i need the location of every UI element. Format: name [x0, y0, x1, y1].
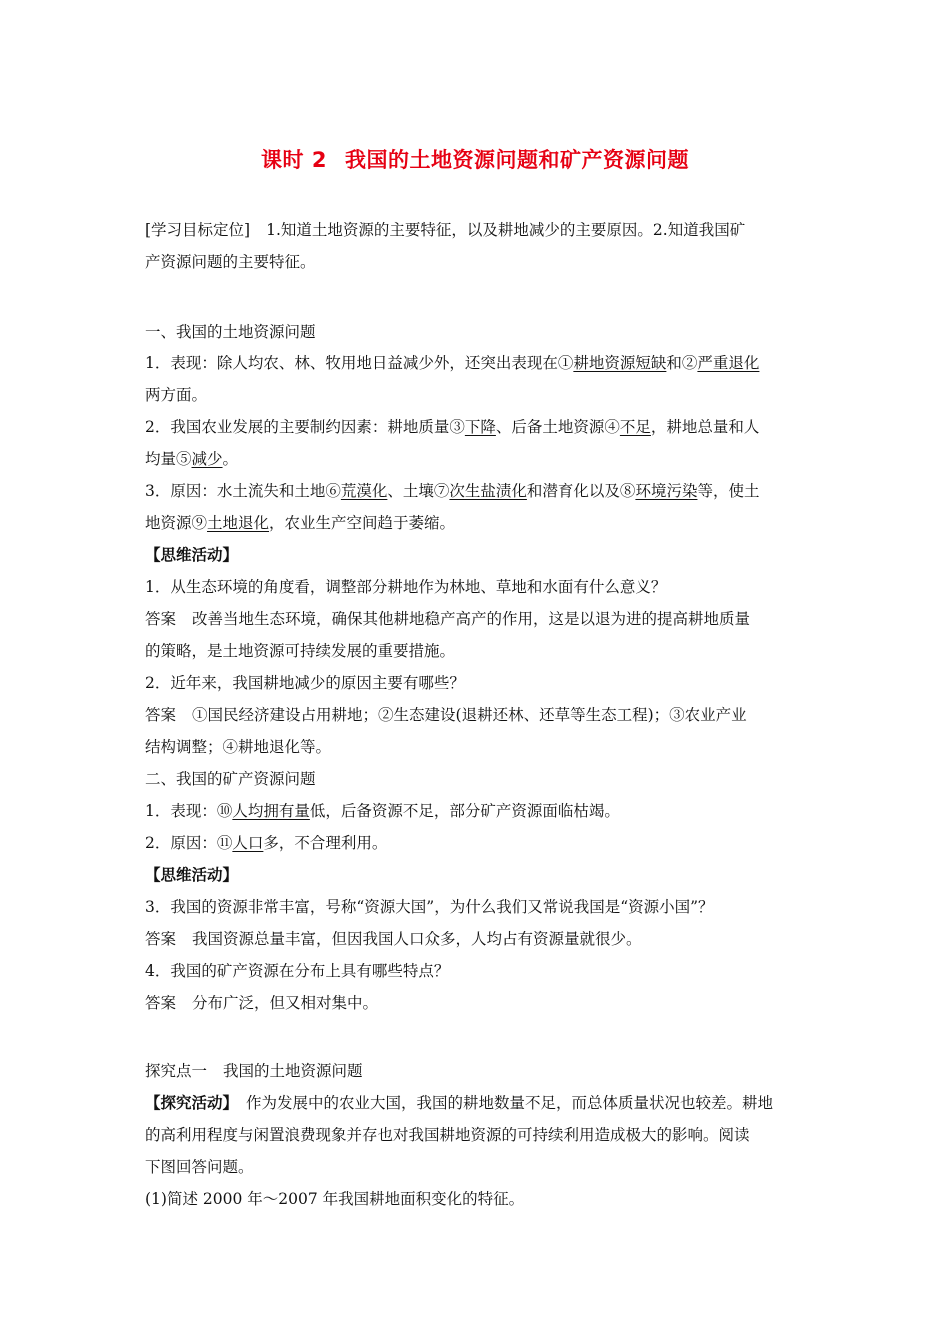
explore-question-1: (1)简述 2000 年～2007 年我国耕地面积变化的特征。	[145, 1190, 525, 1208]
answer-label: 答案	[145, 706, 177, 724]
answer-4: 答案 分布广泛，但又相对集中。	[145, 994, 379, 1012]
question-4: 4．我国的矿产资源在分布上具有哪些特点？	[145, 962, 450, 980]
think-activity-label: 【思维活动】	[145, 546, 239, 564]
answer-blank: 下降	[464, 418, 496, 436]
section1-item2-line2: 均量⑤减少。	[145, 450, 239, 468]
section1-item1-line2: 两方面。	[145, 386, 208, 404]
answer-2-line1: 答案 ①国民经济建设占用耕地；②生态建设(退耕还林、还草等生态工程)；③农业产业	[145, 706, 747, 724]
answer-blank: 次生盐渍化	[449, 482, 527, 500]
answer-blank: 严重退化	[697, 354, 760, 372]
section2-heading: 二、我国的矿产资源问题	[145, 770, 316, 788]
answer-label: 答案	[145, 994, 177, 1012]
section1-item3-line1: 3．原因：水土流失和土地⑥荒漠化、土壤⑦次生盐渍化和潜育化以及⑧环境污染等，使土	[145, 482, 760, 500]
section2-item1: 1．表现：⑩人均拥有量低，后备资源不足，部分矿产资源面临枯竭。	[145, 802, 620, 820]
answer-blank: 荒漠化	[340, 482, 388, 500]
answer-blank: 人口	[232, 834, 264, 852]
explore-heading: 探究点一 我国的土地资源问题	[145, 1062, 363, 1080]
answer-label: 答案	[145, 930, 177, 948]
answer-label: 答案	[145, 610, 177, 628]
explore-activity-line3: 下图回答问题。	[145, 1158, 254, 1176]
section1-item1-line1: 1．表现：除人均农、林、牧用地日益减少外，还突出表现在①耕地资源短缺和②严重退化	[145, 354, 760, 372]
objectives-line-1: [学习目标定位] 1.知道土地资源的主要特征，以及耕地减少的主要原因。2.知道我国矿	[145, 221, 746, 239]
question-2: 2．近年来，我国耕地减少的原因主要有哪些？	[145, 674, 465, 692]
section1-heading: 一、我国的土地资源问题	[145, 323, 316, 341]
explore-activity-label: 【探究活动】	[145, 1094, 239, 1112]
lesson-name: 我国的土地资源问题和矿产资源问题	[344, 148, 689, 172]
answer-2-line2: 结构调整；④耕地退化等。	[145, 738, 332, 756]
section1-item2-line1: 2．我国农业发展的主要制约因素：耕地质量③下降、后备土地资源④不足，耕地总量和人	[145, 418, 760, 436]
lesson-number: 课时 2	[261, 148, 327, 172]
page-title	[0, 144, 950, 174]
section1-item3-line2: 地资源⑨土地退化，农业生产空间趋于萎缩。	[145, 514, 456, 532]
answer-blank: 人均拥有量	[232, 802, 310, 820]
objectives-line-2: 产资源问题的主要特征。	[145, 253, 316, 271]
answer-blank: 环境污染	[635, 482, 698, 500]
answer-blank: 不足	[619, 418, 651, 436]
answer-blank: 减少	[191, 450, 223, 468]
section2-item2: 2．原因：⑪人口多，不合理利用。	[145, 834, 388, 852]
answer-blank: 耕地资源短缺	[573, 354, 667, 372]
answer-1-line1: 答案 改善当地生态环境，确保其他耕地稳产高产的作用，这是以退为进的提高耕地质量	[145, 610, 751, 628]
objectives-tag: [学习目标定位]	[145, 221, 251, 239]
answer-blank: 土地退化	[207, 514, 270, 532]
answer-3: 答案 我国资源总量丰富，但因我国人口众多，人均占有资源量就很少。	[145, 930, 642, 948]
question-1: 1．从生态环境的角度看，调整部分耕地作为林地、草地和水面有什么意义？	[145, 578, 667, 596]
explore-activity-line1: 【探究活动】 作为发展中的农业大国，我国的耕地数量不足，而总体质量状况也较差。耕地	[145, 1094, 774, 1112]
answer-1-line2: 的策略，是土地资源可持续发展的重要措施。	[145, 642, 456, 660]
think-activity-label: 【思维活动】	[145, 866, 239, 884]
explore-activity-line2: 的高利用程度与闲置浪费现象并存也对我国耕地资源的可持续利用造成极大的影响。阅读	[145, 1126, 750, 1144]
question-3: 3．我国的资源非常丰富，号称“资源大国”，为什么我们又常说我国是“资源小国”？	[145, 898, 714, 916]
